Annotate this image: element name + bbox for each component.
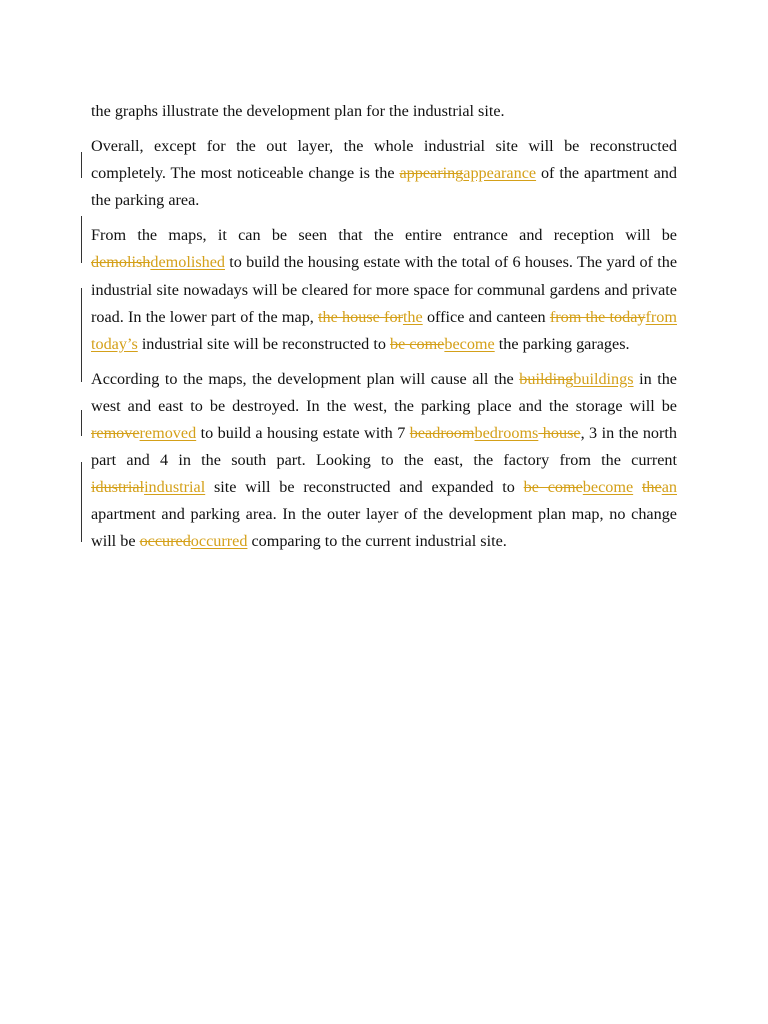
deleted-text[interactable]: the house for [318, 307, 403, 326]
inserted-text[interactable]: bedrooms [474, 424, 539, 443]
inserted-text[interactable]: industrial [144, 478, 206, 497]
change-bar [81, 362, 82, 382]
inserted-text[interactable]: removed [139, 424, 197, 443]
inserted-text[interactable]: occurred [190, 532, 248, 551]
deleted-text[interactable]: be come [523, 478, 583, 497]
inserted-text[interactable]: appearance [463, 164, 537, 183]
text-run: in the west and east to be destroyed. In the west, the parking place and the storage will be [91, 369, 677, 415]
text-run: Overall, except for the out layer, the whole industrial site will be reconstructed completely. The most noticeable change is the [91, 137, 677, 183]
inserted-text[interactable]: become [444, 334, 495, 353]
deleted-text[interactable]: house [538, 424, 581, 443]
text-run: the graphs illustrate the development plan for the industrial site. [91, 102, 505, 120]
text-run: the parking garages. [494, 334, 630, 353]
change-bar [81, 152, 82, 178]
paragraph-3 [91, 222, 677, 357]
deleted-text[interactable]: the [641, 478, 662, 497]
text-run: of the apartment and the parking area. [91, 164, 677, 210]
text-run: to build a housing estate with 7 [196, 424, 410, 443]
text-run: , 3 in the north part and 4 in the south part. Looking to the east, the factory from the current [91, 424, 678, 470]
inserted-text[interactable]: from today’s [91, 307, 677, 353]
change-bar [81, 410, 82, 436]
change-bar [81, 216, 82, 263]
deleted-text[interactable]: beadroom [409, 424, 475, 443]
text-run: industrial site will be reconstructed to [137, 334, 390, 353]
text-run: office and canteen [422, 307, 550, 326]
text-run: site will be reconstructed and expanded to [205, 478, 524, 497]
deleted-text[interactable]: demolish [91, 253, 151, 272]
text-run: From the maps, it can be seen that the entire entrance and reception will be [91, 226, 677, 245]
paragraph-1 [91, 98, 677, 125]
inserted-text[interactable]: the [402, 307, 423, 326]
deleted-text[interactable]: from the today [549, 307, 646, 326]
deleted-text[interactable]: idustrial [91, 478, 145, 497]
deleted-text[interactable]: occured [139, 532, 191, 551]
document-body[interactable] [91, 98, 677, 564]
change-bar [81, 462, 82, 542]
inserted-text[interactable]: become [582, 478, 634, 497]
text-run: According to the maps, the development plan will cause all the [91, 369, 520, 388]
text-run [633, 478, 642, 496]
paragraph-4 [91, 366, 677, 556]
deleted-text[interactable]: be come [389, 334, 445, 353]
deleted-text[interactable]: remove [91, 424, 140, 443]
text-run: apartment and parking area. In the outer layer of the development plan map, no change will be [91, 505, 677, 551]
deleted-text[interactable]: appearing [399, 164, 464, 183]
text-run: comparing to the current industrial site. [247, 532, 507, 551]
paragraph-2 [91, 133, 677, 214]
inserted-text[interactable]: an [661, 478, 677, 497]
text-run: to build the housing estate with the total of 6 houses. The yard of the industrial site nowadays will be cleared for more space for communal gardens and private road. In the lower part of the map, [91, 253, 677, 326]
inserted-text[interactable]: buildings [573, 369, 634, 388]
deleted-text[interactable]: building [519, 369, 574, 388]
inserted-text[interactable]: demolished [150, 253, 225, 272]
